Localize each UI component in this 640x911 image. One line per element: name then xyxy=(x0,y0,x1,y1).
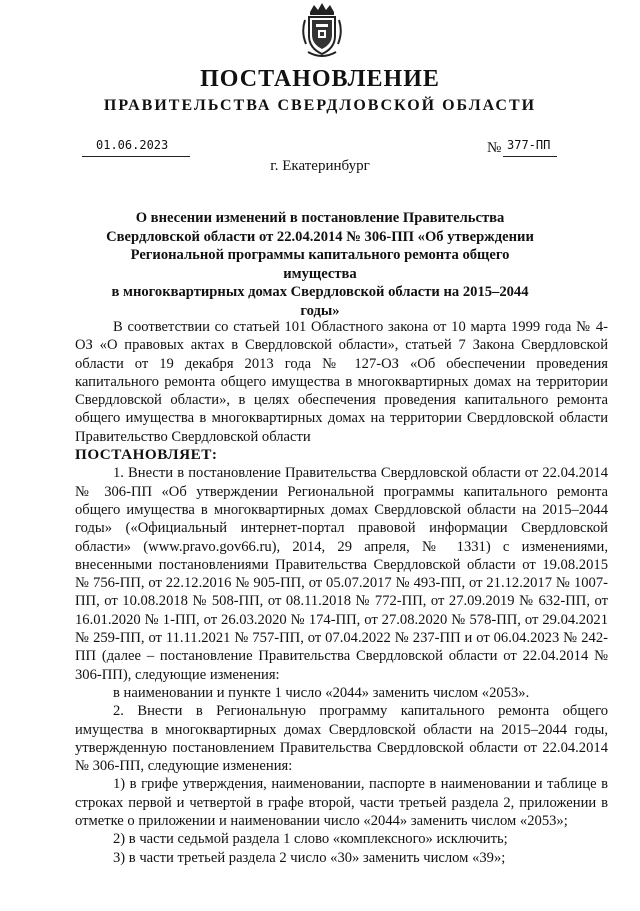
heading-line: О внесении изменений в постановление Правительства xyxy=(135,210,505,226)
number-field xyxy=(503,138,557,157)
decree-word: ПОСТАНОВЛЯЕТ: xyxy=(75,446,218,464)
item-2-subitem-1: 1) в грифе утверждения, наименовании, паспорте в наименовании и таблице в строках первой и четвертой в графе второй, части третьей раздела 2, приложении в отметке о приложении и наименовании число «2044» заменить числом «2053»; xyxy=(75,776,608,830)
heading-line: Региональной программы капитального ремонта общего имущества xyxy=(130,247,510,282)
item-2-subitem-3: 3) в части третьей раздела 2 число «30» заменить числом «39»; xyxy=(113,849,506,866)
heading-line: в многоквартирных домах Свердловской области на 2015–2044 годы» xyxy=(111,284,529,319)
document-type-title: ПОСТАНОВЛЕНИЕ xyxy=(200,66,440,92)
issuer-title: ПРАВИТЕЛЬСТВА СВЕРДЛОВСКОЙ ОБЛАСТИ xyxy=(103,97,537,114)
city: г. Екатеринбург xyxy=(270,158,370,174)
item-2-paragraph: 2. Внести в Региональную программу капитального ремонта общего имущества в многоквартирных домах Свердловской области на 2015–2044 годы, утвержденную постановлением Правительства Свердловской области от 22.04.2014 № 306-ПП, следующие изменения: xyxy=(75,703,608,775)
coat-of-arms-icon xyxy=(300,2,344,58)
item-1-change: в наименовании и пункте 1 число «2044» заменить числом «2053». xyxy=(113,684,530,701)
item-2-subitem-2: 2) в части седьмой раздела 1 слово «комплексного» исключить; xyxy=(113,831,508,848)
number-sign: № xyxy=(487,140,502,156)
preamble-paragraph: В соответствии со статьей 101 Областного закона от 10 марта 1999 года № 4-ОЗ «О правовых актах в Свердловской области», статьей 7 Закона Свердловской области от 19 декабря 2013 года № 127-ОЗ «Об обеспечении проведения капитального ремонта общего имущества в многоквартирных домах на территории Свердловской области», в целях обеспечения проведения капитального ремонта общего имущества в многоквартирных домах на территории Свердловской области Правительство Свердловской области xyxy=(75,319,608,445)
document-date: 01.06.2023 xyxy=(96,138,169,152)
document-number: 377-ПП xyxy=(507,138,551,152)
date-field xyxy=(82,138,190,157)
document-heading xyxy=(95,209,545,320)
heading-line: Свердловской области от 22.04.2014 № 306-ПП «Об утверждении xyxy=(106,228,534,245)
item-1-paragraph: 1. Внести в постановление Правительства Свердловской области от 22.04.2014 № 306-ПП «Об утверждении Региональной программы капитального ремонта общего имущества в многоквартирных домах Свердловской области на 2015–2044 годы» («Официальный интернет-портал правовой информации Свердловской области» (www.pravo.gov66.ru), 2014, 29 апреля, № 1331) с изменениями, внесенными постановлениями Правительства Свердловской области от 19.08.2015 № 756-ПП, от 22.12.2016 № 905-ПП, от 05.07.2017 № 493-ПП, от 21.12.2017 № 1007-ПП, от 10.08.2018 № 508-ПП, от 08.11.2018 № 772-ПП, от 27.09.2019 № 632-ПП, от 16.01.2020 № 1-ПП, от 26.03.2020 № 174-ПП, от 27.08.2020 № 578-ПП, от 29.04.2021 № 259-ПП, от 11.11.2021 № 757-ПП, от 07.04.2022 № 237-ПП и от 06.04.2023 № 242-ПП (далее – постановление Правительства Свердловской области от 22.04.2014 № 306-ПП), следующие изменения: xyxy=(75,465,608,683)
document-body xyxy=(75,318,608,867)
